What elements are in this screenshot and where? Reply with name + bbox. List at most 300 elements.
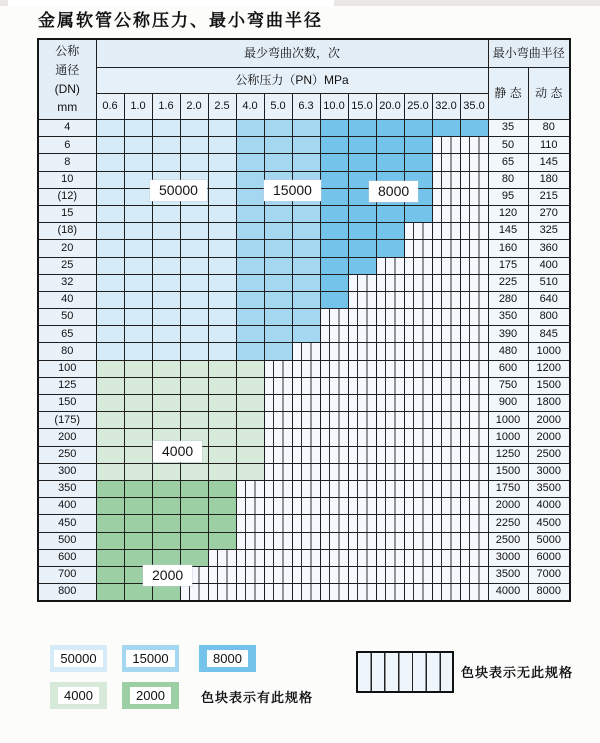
spec-available-cell: [96, 154, 124, 171]
spec-available-cell: [292, 240, 320, 257]
dynamic-radius-cell: 110: [528, 137, 570, 154]
no-spec-cell: [404, 429, 432, 446]
static-radius-cell: 750: [488, 377, 528, 394]
no-spec-cell: [292, 515, 320, 532]
no-spec-cell: [460, 171, 488, 188]
spec-available-cell: [208, 429, 236, 446]
no-spec-cell: [376, 360, 404, 377]
spec-available-cell: [180, 498, 208, 515]
no-spec-cell: [460, 274, 488, 291]
spec-available-cell: [180, 137, 208, 154]
spec-available-cell: [152, 137, 180, 154]
spec-available-cell: [124, 532, 152, 549]
dn-cell: 125: [38, 377, 96, 394]
spec-available-cell: [180, 154, 208, 171]
legend-swatch-label: 4000: [58, 687, 99, 704]
spec-available-cell: [236, 205, 264, 222]
spec-available-cell: [208, 120, 236, 137]
no-spec-cell: [404, 480, 432, 497]
spec-available-cell: [264, 343, 292, 360]
no-spec-cell: [460, 463, 488, 480]
pressure-value-cell: 2.0: [180, 94, 208, 120]
spec-available-cell: [152, 309, 180, 326]
dynamic-radius-cell: 845: [528, 326, 570, 343]
spec-available-cell: [124, 480, 152, 497]
dynamic-radius-cell: 180: [528, 171, 570, 188]
spec-available-cell: [96, 291, 124, 308]
no-spec-cell: [348, 412, 376, 429]
legend-swatch: [50, 645, 107, 672]
spec-available-cell: [152, 205, 180, 222]
spec-available-cell: [124, 584, 152, 602]
spec-available-cell: [152, 532, 180, 549]
spec-available-cell: [376, 137, 404, 154]
spec-available-cell: [264, 240, 292, 257]
pressure-value-cell: 0.6: [96, 94, 124, 120]
dn-cell: 100: [38, 360, 96, 377]
spec-available-cell: [208, 205, 236, 222]
no-spec-cell: [404, 326, 432, 343]
spec-available-cell: [96, 498, 124, 515]
no-spec-cell: [236, 584, 264, 602]
no-spec-cell: [460, 549, 488, 566]
legend-no-spec-text: 色块表示无此规格: [461, 665, 574, 680]
static-radius-cell: 2000: [488, 498, 528, 515]
dn-cell: 6: [38, 137, 96, 154]
spec-available-cell: [96, 429, 124, 446]
no-spec-cell: [404, 240, 432, 257]
no-spec-cell: [264, 446, 292, 463]
no-spec-cell: [404, 515, 432, 532]
spec-available-cell: [180, 205, 208, 222]
table-row: [38, 498, 570, 515]
no-spec-cell: [376, 343, 404, 360]
static-radius-cell: 4000: [488, 584, 528, 602]
dynamic-radius-cell: 80: [528, 120, 570, 137]
static-radius-cell: 2500: [488, 532, 528, 549]
table-row: [38, 291, 570, 308]
spec-available-cell: [208, 343, 236, 360]
no-spec-cell: [432, 274, 460, 291]
no-spec-cell: [320, 549, 348, 566]
spec-available-cell: [236, 360, 264, 377]
no-spec-cell: [348, 480, 376, 497]
spec-available-cell: [152, 154, 180, 171]
pressure-value-cell: 1.6: [152, 94, 180, 120]
no-spec-cell: [460, 223, 488, 240]
no-spec-cell: [236, 549, 264, 566]
no-spec-cell: [208, 566, 236, 583]
spec-available-cell: [124, 120, 152, 137]
spec-available-cell: [124, 137, 152, 154]
dynamic-radius-cell: 1500: [528, 377, 570, 394]
dn-cell: 450: [38, 515, 96, 532]
spec-available-cell: [208, 446, 236, 463]
dn-cell: 200: [38, 429, 96, 446]
no-spec-cell: [404, 343, 432, 360]
no-spec-cell: [404, 291, 432, 308]
no-spec-cell: [348, 395, 376, 412]
spec-available-cell: [96, 188, 124, 205]
spec-available-cell: [96, 240, 124, 257]
no-spec-cell: [460, 343, 488, 360]
legend-no-spec-swatch: [356, 651, 454, 693]
static-radius-cell: 80: [488, 171, 528, 188]
spec-available-cell: [292, 309, 320, 326]
spec-available-cell: [208, 274, 236, 291]
no-spec-cell: [432, 480, 460, 497]
no-spec-cell: [460, 566, 488, 583]
no-spec-cell: [460, 137, 488, 154]
no-spec-cell: [432, 395, 460, 412]
dn-cell: 600: [38, 549, 96, 566]
spec-available-cell: [320, 120, 348, 137]
dn-cell: 80: [38, 343, 96, 360]
spec-available-cell: [180, 532, 208, 549]
spec-available-cell: [348, 205, 376, 222]
table-row: [38, 223, 570, 240]
no-spec-cell: [376, 309, 404, 326]
spec-available-cell: [96, 532, 124, 549]
legend-has-spec-text: 色块表示有此规格: [201, 690, 314, 705]
spec-available-cell: [348, 223, 376, 240]
table-row: [38, 137, 570, 154]
table-row: [38, 480, 570, 497]
spec-available-cell: [236, 412, 264, 429]
spec-available-cell: [236, 446, 264, 463]
page-title: 金属软管公称压力、最小弯曲半径: [38, 11, 323, 31]
spec-available-cell: [376, 205, 404, 222]
legend-swatch-label: 50000: [54, 650, 102, 667]
dn-cell: 250: [38, 446, 96, 463]
no-spec-cell: [432, 515, 460, 532]
no-spec-cell: [348, 549, 376, 566]
cycle-count-label: 50000: [150, 180, 207, 201]
spec-available-cell: [264, 120, 292, 137]
no-spec-cell: [432, 171, 460, 188]
no-spec-cell: [348, 446, 376, 463]
no-spec-cell: [376, 532, 404, 549]
no-spec-cell: [460, 205, 488, 222]
no-spec-cell: [264, 429, 292, 446]
static-radius-cell: 95: [488, 188, 528, 205]
dn-cell: 50: [38, 309, 96, 326]
static-radius-cell: 120: [488, 205, 528, 222]
no-spec-cell: [432, 309, 460, 326]
spec-available-cell: [320, 240, 348, 257]
no-spec-cell: [320, 480, 348, 497]
static-radius-cell: 1000: [488, 429, 528, 446]
cycle-count-label: 2000: [143, 565, 192, 586]
spec-available-cell: [348, 240, 376, 257]
spec-available-cell: [236, 171, 264, 188]
spec-available-cell: [124, 257, 152, 274]
spec-available-cell: [96, 343, 124, 360]
spec-available-cell: [152, 515, 180, 532]
spec-available-cell: [180, 326, 208, 343]
no-spec-cell: [432, 498, 460, 515]
table-row: [38, 120, 570, 137]
dynamic-radius-cell: 510: [528, 274, 570, 291]
no-spec-cell: [264, 463, 292, 480]
spec-available-cell: [124, 188, 152, 205]
no-spec-cell: [376, 498, 404, 515]
no-spec-cell: [292, 480, 320, 497]
spec-available-cell: [208, 412, 236, 429]
spec-available-cell: [236, 120, 264, 137]
no-spec-cell: [404, 360, 432, 377]
spec-available-cell: [432, 120, 460, 137]
dynamic-radius-cell: 7000: [528, 566, 570, 583]
spec-available-cell: [152, 498, 180, 515]
spec-available-cell: [320, 223, 348, 240]
pressure-value-cell: 4.0: [236, 94, 264, 120]
no-spec-cell: [460, 532, 488, 549]
legend-swatch: [199, 645, 256, 672]
spec-available-cell: [292, 291, 320, 308]
spec-available-cell: [96, 549, 124, 566]
dynamic-radius-cell: 325: [528, 223, 570, 240]
no-spec-cell: [404, 395, 432, 412]
dynamic-radius-cell: 270: [528, 205, 570, 222]
spec-available-cell: [124, 205, 152, 222]
no-spec-cell: [292, 412, 320, 429]
dynamic-header: 动 态: [528, 68, 570, 120]
spec-available-cell: [208, 377, 236, 394]
static-radius-cell: 145: [488, 223, 528, 240]
no-spec-cell: [264, 532, 292, 549]
dynamic-radius-cell: 5000: [528, 532, 570, 549]
cycle-count-label: 8000: [369, 181, 418, 202]
no-spec-cell: [376, 291, 404, 308]
spec-available-cell: [264, 274, 292, 291]
no-spec-cell: [376, 429, 404, 446]
table-row: [38, 446, 570, 463]
spec-available-cell: [152, 257, 180, 274]
no-spec-cell: [460, 326, 488, 343]
no-spec-cell: [460, 309, 488, 326]
spec-available-cell: [264, 154, 292, 171]
spec-available-cell: [152, 360, 180, 377]
spec-available-cell: [292, 223, 320, 240]
no-spec-cell: [432, 326, 460, 343]
no-spec-cell: [264, 498, 292, 515]
dynamic-radius-cell: 360: [528, 240, 570, 257]
table-row: [38, 566, 570, 583]
no-spec-cell: [460, 395, 488, 412]
spec-available-cell: [236, 223, 264, 240]
spec-available-cell: [292, 326, 320, 343]
no-spec-cell: [320, 343, 348, 360]
spec-available-cell: [208, 480, 236, 497]
pressure-value-cell: 25.0: [404, 94, 432, 120]
spec-available-cell: [208, 498, 236, 515]
no-spec-cell: [432, 446, 460, 463]
table-row: [38, 154, 570, 171]
no-spec-cell: [432, 584, 460, 602]
table-row: [38, 343, 570, 360]
dn-cell: 700: [38, 566, 96, 583]
dynamic-radius-cell: 3000: [528, 463, 570, 480]
static-radius-cell: 175: [488, 257, 528, 274]
no-spec-cell: [348, 584, 376, 602]
no-spec-cell: [432, 532, 460, 549]
spec-available-cell: [124, 395, 152, 412]
table-row: [38, 412, 570, 429]
no-spec-cell: [404, 584, 432, 602]
no-spec-cell: [292, 584, 320, 602]
no-spec-cell: [320, 498, 348, 515]
no-spec-cell: [292, 498, 320, 515]
spec-available-cell: [96, 360, 124, 377]
pressure-value-cell: 1.0: [124, 94, 152, 120]
no-spec-cell: [404, 549, 432, 566]
spec-available-cell: [152, 343, 180, 360]
no-spec-cell: [376, 377, 404, 394]
spec-available-cell: [264, 257, 292, 274]
spec-available-cell: [236, 343, 264, 360]
dynamic-radius-cell: 1000: [528, 343, 570, 360]
static-radius-cell: 1750: [488, 480, 528, 497]
no-spec-cell: [432, 429, 460, 446]
no-spec-cell: [320, 429, 348, 446]
spec-available-cell: [180, 480, 208, 497]
no-spec-cell: [432, 257, 460, 274]
pressure-value-cell: 2.5: [208, 94, 236, 120]
spec-available-cell: [292, 257, 320, 274]
table-row: [38, 240, 570, 257]
spec-available-cell: [404, 205, 432, 222]
spec-available-cell: [124, 377, 152, 394]
spec-available-cell: [96, 137, 124, 154]
no-spec-cell: [432, 154, 460, 171]
legend-swatch: [122, 645, 179, 672]
table-row: [38, 584, 570, 602]
table-row: [38, 257, 570, 274]
no-spec-cell: [376, 257, 404, 274]
dn-cell: 4: [38, 120, 96, 137]
dynamic-radius-cell: 2000: [528, 429, 570, 446]
no-spec-cell: [460, 360, 488, 377]
spec-available-cell: [376, 223, 404, 240]
no-spec-cell: [404, 274, 432, 291]
spec-available-cell: [124, 274, 152, 291]
no-spec-cell: [348, 429, 376, 446]
no-spec-cell: [348, 463, 376, 480]
spec-available-cell: [152, 480, 180, 497]
dynamic-radius-cell: 1200: [528, 360, 570, 377]
no-spec-cell: [404, 532, 432, 549]
spec-available-cell: [124, 360, 152, 377]
no-spec-cell: [208, 584, 236, 602]
no-spec-cell: [208, 549, 236, 566]
spec-available-cell: [376, 154, 404, 171]
spec-available-cell: [180, 257, 208, 274]
no-spec-cell: [404, 377, 432, 394]
spec-available-cell: [264, 137, 292, 154]
no-spec-cell: [320, 566, 348, 583]
spec-available-cell: [124, 240, 152, 257]
spec-available-cell: [404, 137, 432, 154]
cycle-count-label: 4000: [153, 441, 202, 462]
no-spec-cell: [432, 412, 460, 429]
spec-available-cell: [96, 171, 124, 188]
no-spec-cell: [320, 326, 348, 343]
spec-available-cell: [152, 274, 180, 291]
spec-available-cell: [320, 154, 348, 171]
spec-available-cell: [180, 240, 208, 257]
spec-available-cell: [124, 154, 152, 171]
dynamic-radius-cell: 145: [528, 154, 570, 171]
spec-available-cell: [264, 291, 292, 308]
pressure-value-cell: 6.3: [292, 94, 320, 120]
static-radius-cell: 1250: [488, 446, 528, 463]
spec-available-cell: [208, 515, 236, 532]
dynamic-radius-cell: 4500: [528, 515, 570, 532]
legend-swatch: [122, 682, 179, 709]
no-spec-cell: [236, 515, 264, 532]
spec-available-cell: [292, 137, 320, 154]
no-spec-cell: [460, 480, 488, 497]
no-spec-cell: [236, 532, 264, 549]
no-spec-cell: [376, 515, 404, 532]
spec-available-cell: [292, 154, 320, 171]
no-spec-cell: [376, 463, 404, 480]
dn-cell: 8: [38, 154, 96, 171]
spec-available-cell: [96, 377, 124, 394]
spec-available-cell: [208, 395, 236, 412]
no-spec-cell: [292, 566, 320, 583]
dynamic-radius-cell: 3500: [528, 480, 570, 497]
spec-available-cell: [292, 274, 320, 291]
no-spec-cell: [236, 480, 264, 497]
dynamic-radius-cell: 6000: [528, 549, 570, 566]
no-spec-cell: [292, 549, 320, 566]
spec-available-cell: [264, 309, 292, 326]
spec-available-cell: [124, 223, 152, 240]
no-spec-cell: [376, 566, 404, 583]
static-radius-cell: 35: [488, 120, 528, 137]
spec-available-cell: [96, 566, 124, 583]
static-radius-cell: 390: [488, 326, 528, 343]
pressure-value-cell: 5.0: [264, 94, 292, 120]
spec-available-cell: [96, 463, 124, 480]
spec-available-cell: [264, 205, 292, 222]
spec-available-cell: [180, 274, 208, 291]
spec-available-cell: [152, 395, 180, 412]
no-spec-cell: [292, 395, 320, 412]
dn-cell: 20: [38, 240, 96, 257]
spec-available-cell: [404, 154, 432, 171]
no-spec-cell: [348, 309, 376, 326]
spec-available-cell: [236, 240, 264, 257]
no-spec-cell: [404, 223, 432, 240]
spec-available-cell: [208, 360, 236, 377]
dynamic-radius-cell: 2000: [528, 412, 570, 429]
spec-available-cell: [180, 120, 208, 137]
spec-available-cell: [96, 309, 124, 326]
spec-available-cell: [264, 223, 292, 240]
static-radius-cell: 3500: [488, 566, 528, 583]
spec-available-cell: [124, 446, 152, 463]
legend-swatch-label: 15000: [126, 650, 174, 667]
static-radius-cell: 2250: [488, 515, 528, 532]
spec-available-cell: [152, 223, 180, 240]
no-spec-cell: [432, 291, 460, 308]
legend-swatch-label: 2000: [130, 687, 171, 704]
legend-swatch: [50, 682, 107, 709]
dynamic-radius-cell: 800: [528, 309, 570, 326]
